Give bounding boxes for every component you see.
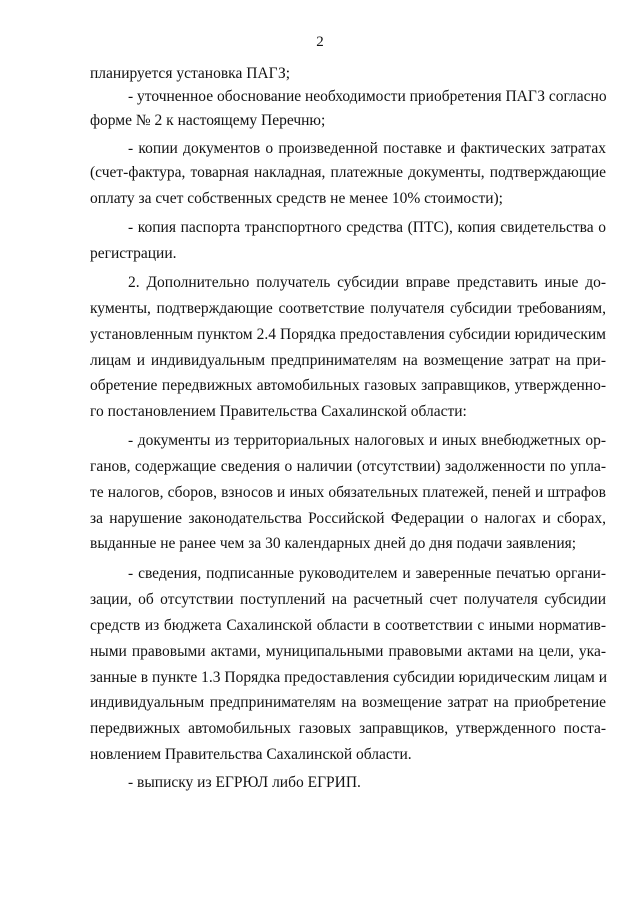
text-line: - документы из территориальных налоговых и иных внебюджетных ор- — [128, 432, 606, 449]
page-number: 2 — [316, 34, 324, 50]
text-line: оплату за счет собственных средств не менее 10% стоимости); — [90, 190, 503, 207]
text-line: планируется установка ПАГЗ; — [90, 65, 291, 82]
text-line: лицам и индивидуальным предпринимателям на возмещение затрат на при- — [90, 352, 606, 369]
text-line: установленным пунктом 2.4 Порядка предоставления субсидии юридическим — [90, 326, 606, 343]
text-line: зации, об отсутствии поступлений на расчетный счет получателя субсидии — [90, 591, 606, 608]
text-line: го постановлением Правительства Сахалинской области: — [90, 403, 467, 420]
text-line: средств из бюджета Сахалинской области в соответствии с иными норматив- — [90, 617, 606, 634]
text-line: - выписку из ЕГРЮЛ либо ЕГРИП. — [128, 774, 361, 791]
text-line: кументы, подтверждающие соответствие получателя субсидии требованиям, — [90, 300, 606, 317]
text-line: передвижных автомобильных газовых заправщиков, утвержденного поста- — [90, 720, 606, 737]
text-line: - копия паспорта транспортного средства (ПТС), копия свидетельства о — [128, 219, 606, 236]
text-line: 2. Дополнительно получатель субсидии вправе представить иные до- — [128, 274, 606, 291]
text-line: за нарушение законодательства Российской Федерации о налогах и сборах, — [90, 510, 606, 527]
text-line: форме № 2 к настоящему Перечню; — [90, 112, 326, 129]
text-line: регистрации. — [90, 245, 177, 262]
text-line: ганов, содержащие сведения о наличии (отсутствии) задолженности по упла- — [90, 458, 606, 475]
text-line: новлением Правительства Сахалинской области. — [90, 746, 412, 763]
text-line: - сведения, подписанные руководителем и заверенные печатью органи- — [128, 565, 606, 582]
text-line: - копии документов о произведенной поставке и фактических затратах — [128, 140, 606, 157]
text-line: занные в пункте 1.3 Порядка предоставления субсидии юридическим лицам и — [90, 669, 608, 686]
text-line: индивидуальным предпринимателям на возмещение затрат на приобретение — [90, 694, 606, 711]
text-line: выданные не ранее чем за 30 календарных дней до дня подачи заявления; — [90, 535, 577, 552]
text-line: (счет-фактура, товарная накладная, платежные документы, подтверждающие — [90, 164, 606, 181]
text-line: - уточненное обоснование необходимости приобретения ПАГЗ согласно — [128, 88, 607, 105]
text-line: те налогов, сборов, взносов и иных обязательных платежей, пеней и штрафов — [90, 484, 606, 501]
text-line: ными правовыми актами, муниципальными правовыми актами на цели, ука- — [90, 643, 606, 660]
text-line: обретение передвижных автомобильных газовых заправщиков, утвержденно- — [90, 377, 606, 394]
